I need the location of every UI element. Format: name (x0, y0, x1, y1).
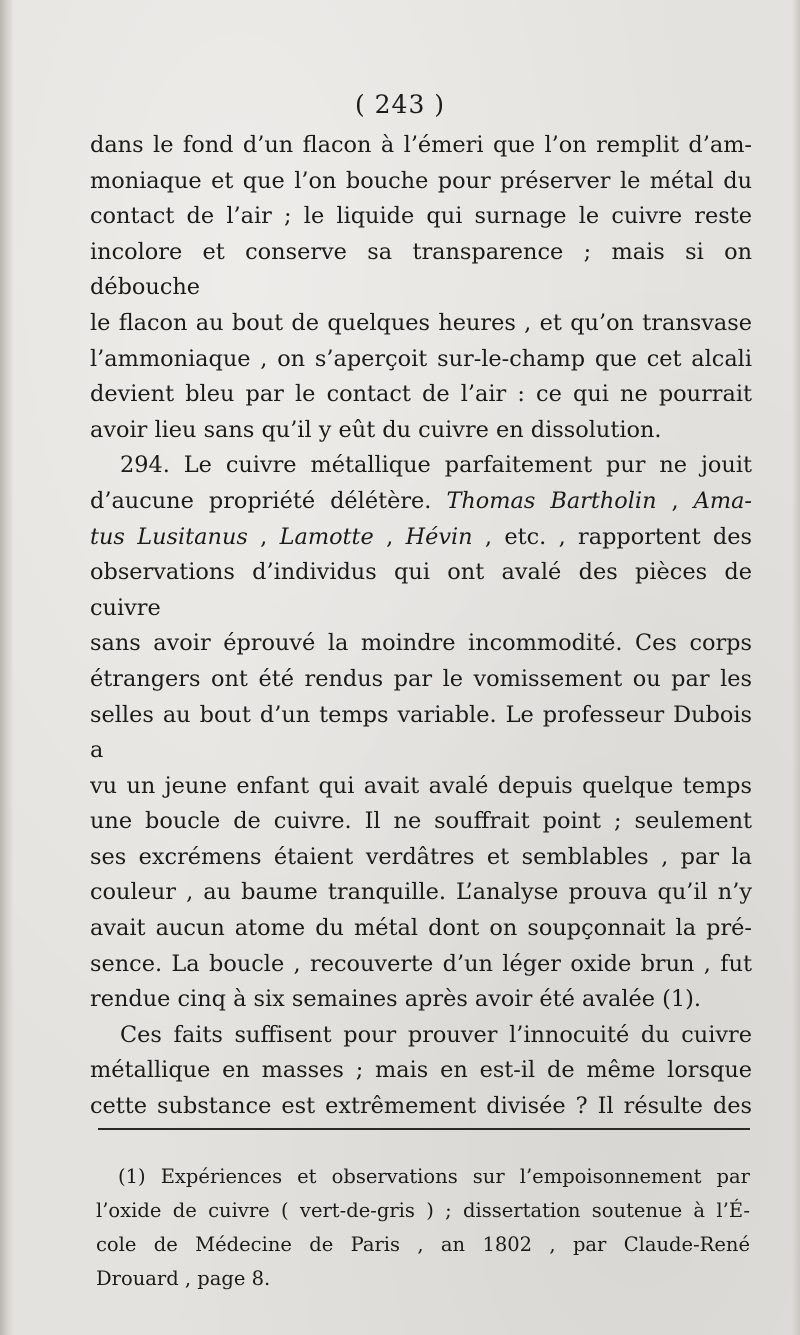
author-name: Thomas Bartholin (446, 487, 657, 514)
author-name: tus Lusitanus (90, 523, 248, 550)
author-name: Hévin (405, 523, 473, 550)
text-line: rendue cinq à six semaines après avoir été avalée (1). (90, 986, 701, 1013)
page-edge-shadow-left (0, 0, 14, 1335)
text-line: observations d’individus qui ont avalé des pièces de cuivre (90, 559, 752, 621)
text-span: , (247, 523, 280, 550)
text-span: d’aucune propriété délétère. (90, 487, 447, 514)
footnote-divider (98, 1128, 750, 1130)
text-line: selles au bout d’un temps variable. Le professeur Dubois a (90, 701, 752, 764)
text-line: cette substance est extrêmement divisée ? Il résulte des (90, 1093, 752, 1120)
text-span: , (656, 487, 694, 514)
text-line: sans avoir éprouvé la moindre incommodité. Ces corps (90, 630, 752, 657)
text-line: avoir lieu sans qu’il y eût du cuivre en dissolution. (90, 416, 662, 443)
author-name: Ama- (693, 487, 752, 514)
text-line: métallique en masses ; mais en est-il de même lorsque (90, 1057, 752, 1084)
page-number: ( 243 ) (354, 90, 446, 119)
text-span: , (373, 523, 406, 550)
paragraph-294-heading-line: 294. Le cuivre métallique parfaitement pur ne jouit (120, 452, 752, 479)
main-text (90, 128, 752, 1125)
text-line: l’ammoniaque , on s’aperçoit sur-le-champ que cet alcali (90, 345, 752, 372)
text-line: ses excrémens étaient verdâtres et semblables , par la (90, 843, 752, 870)
text-line: Ces faits suffisent pour prouver l’innocuité du cuivre (120, 1021, 752, 1048)
text-line (90, 520, 752, 556)
text-line: le flacon au bout de quelques heures , et qu’on transvase (90, 309, 752, 336)
text-line (90, 484, 752, 520)
page-edge-shadow-right (792, 0, 800, 1335)
text-line: devient bleu par le contact de l’air : ce qui ne pourrait (90, 381, 752, 408)
text-line: vu un jeune enfant qui avait avalé depuis quelque temps (90, 772, 752, 799)
text-line: incolore et conserve sa transparence ; mais si on débouche (90, 238, 752, 301)
text-line: sence. La boucle , recouverte d’un léger oxide brun , fut (90, 950, 752, 977)
text-line: dans le fond d’un flacon à l’émeri que l’on remplit d’am- (90, 132, 752, 158)
text-line: moniaque et que l’on bouche pour préserver le métal du (90, 167, 752, 194)
text-line: contact de l’air ; le liquide qui surnage le cuivre reste (90, 203, 752, 230)
footnote-line: cole de Médecine de Paris , an 1802 , par Claude-René (96, 1233, 750, 1256)
author-name: Lamotte (279, 523, 374, 550)
text-line: couleur , au baume tranquille. L’analyse prouva qu’il n’y (90, 879, 752, 906)
footnote (96, 1160, 750, 1296)
footnote-line: (1) Expériences et observations sur l’empoisonnement par (118, 1165, 750, 1188)
footnote-line: l’oxide de cuivre ( vert-de-gris ) ; dissertation soutenue à l’É- (96, 1199, 750, 1222)
text-line: étrangers ont été rendus par le vomissement ou par les (90, 665, 752, 692)
text-line: avait aucun atome du métal dont on soupçonnait la pré- (90, 915, 752, 942)
text-line: une boucle de cuivre. Il ne souffrait point ; seulement (90, 808, 752, 835)
footnote-line: Drouard , page 8. (96, 1267, 271, 1290)
text-span: , etc. , rapportent des (472, 523, 752, 550)
